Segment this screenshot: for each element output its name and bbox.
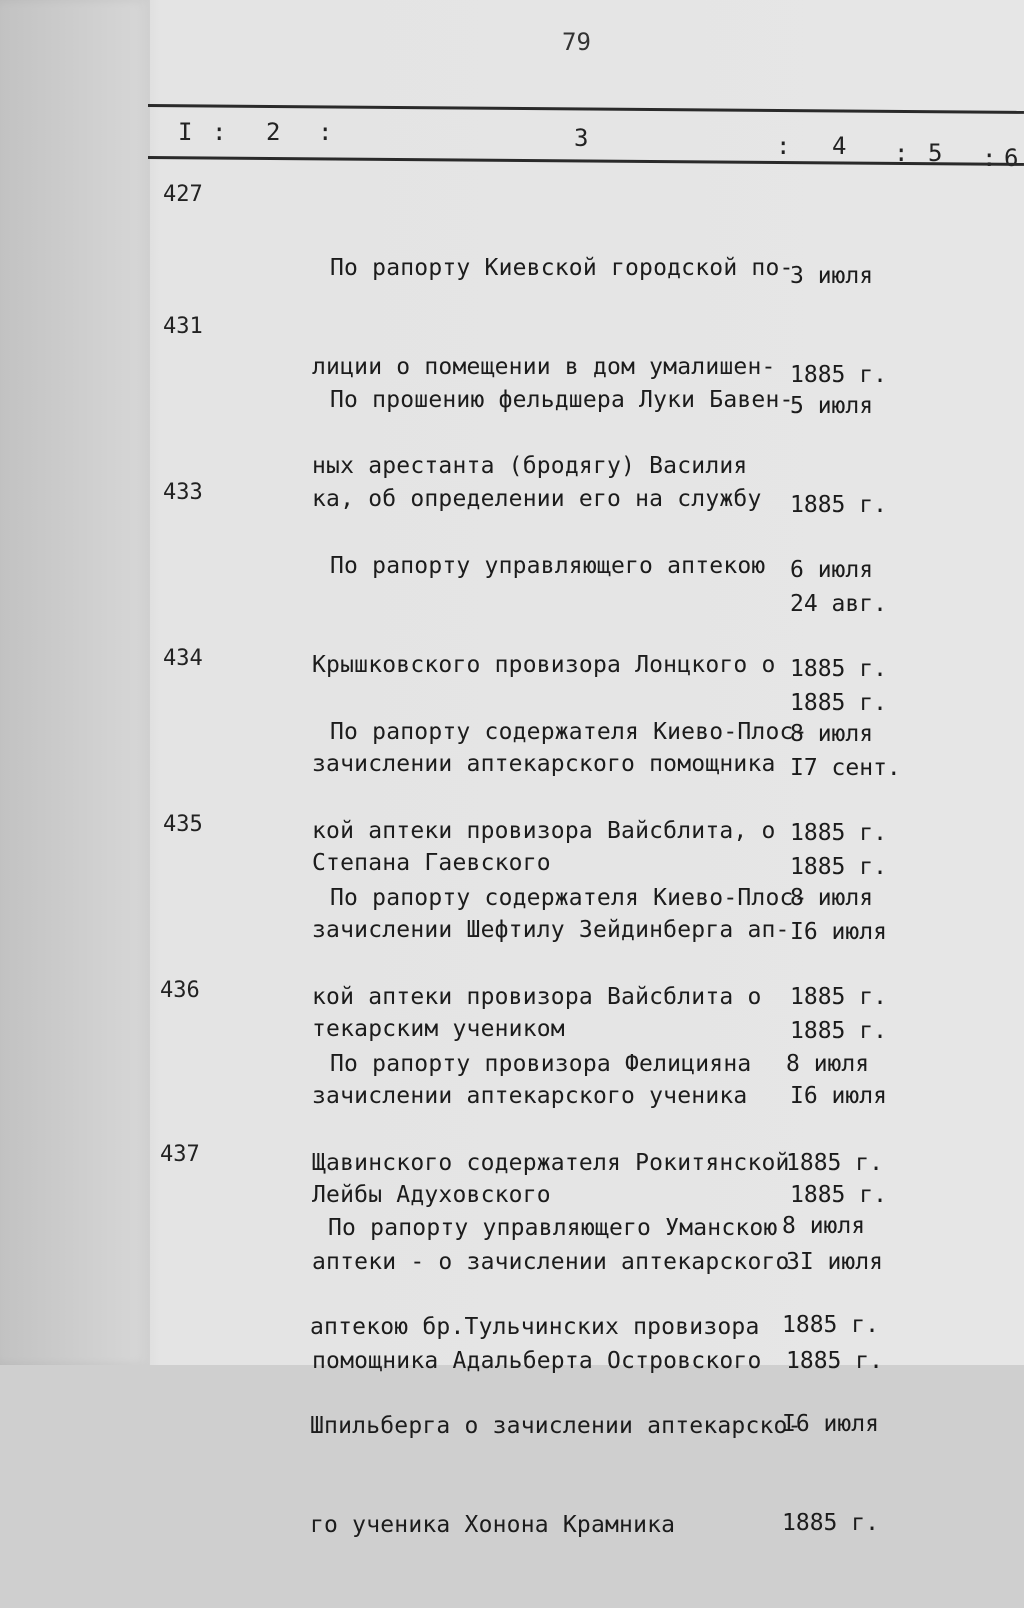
description-line: По рапорту содержателя Киево-Плос- [330, 719, 808, 745]
entry-number: 431 [163, 314, 203, 339]
date-line: 8 июля [790, 885, 874, 911]
description-line: По прошению фельдшера Луки Бавен- [330, 387, 794, 413]
date-line: 8 июля [782, 1213, 866, 1239]
description-line: зачислении аптекарского ученика [312, 1083, 748, 1109]
description-line: По рапорту содержателя Киево-Плос- [330, 885, 808, 911]
column-6-heading: 6 [1004, 144, 1019, 172]
date-line: I6 июля [790, 1083, 887, 1109]
description-line: аптекою бр.Тульчинских провизора [310, 1314, 760, 1340]
date-line: 8 июля [786, 1051, 870, 1077]
entry-description [310, 1146, 802, 1608]
description-line: По рапорту провизора Фелицияна [330, 1051, 752, 1077]
description-line: кой аптеки провизора Вайсблита, о [312, 818, 776, 844]
date-line: 8 июля [790, 721, 874, 747]
description-line: ка, об определении его на службу [312, 486, 762, 512]
column-separator: : [318, 118, 333, 146]
description-line: Степана Гаевского [312, 850, 551, 876]
date-line: 1885 г. [782, 1510, 879, 1536]
date-line: 3 июля [790, 263, 874, 289]
date-line: 1885 г. [790, 492, 887, 518]
date-line: 1885 г. [790, 362, 887, 388]
date-line: 6 июля [790, 557, 874, 583]
date-line: 3I июля [786, 1249, 883, 1275]
header-rule-top [148, 104, 1024, 114]
column-5-heading: 5 [928, 139, 943, 167]
column-separator: : [776, 132, 791, 160]
date-line: 1885 г. [782, 1312, 879, 1338]
date-line: 1885 г. [790, 1182, 887, 1208]
description-line: По рапорту Киевской городской по- [330, 255, 794, 281]
date-line: 1885 г. [790, 984, 887, 1010]
book-gutter [0, 0, 150, 1365]
description-line: текарским учеником [312, 1016, 565, 1042]
entry-number: 427 [163, 182, 203, 207]
date-line: 24 авг. [790, 591, 887, 617]
column-4-heading: 4 [832, 132, 847, 160]
date-line: I6 июля [782, 1411, 879, 1437]
entry-number: 434 [163, 646, 203, 671]
description-line: кой аптеки провизора Вайсблита о [312, 984, 762, 1010]
column-separator: : [894, 139, 909, 167]
description-line: Крышковского провизора Лонцкого о [312, 652, 776, 678]
date-line: 1885 г. [790, 820, 887, 846]
description-line: ных арестанта (бродягу) Василия [312, 453, 748, 479]
date-line: 1885 г. [790, 656, 887, 682]
description-line: По рапорту управляющего аптекою [330, 553, 766, 579]
description-line: аптеки - о зачислении аптекарского [312, 1249, 790, 1275]
entry-dates [782, 1144, 879, 1606]
date-line: I7 сент. [790, 755, 901, 781]
column-3-heading: 3 [574, 124, 589, 152]
column-1-heading: I [178, 118, 193, 146]
description-line: помощника Адальберта Островского [312, 1348, 762, 1374]
column-separator: : [982, 144, 997, 172]
description-line: зачислении Шефтилу Зейдинберга ап- [312, 917, 790, 943]
date-line: 1885 г. [790, 854, 887, 880]
entry-number: 435 [163, 812, 203, 837]
column-separator: : [212, 118, 227, 146]
description-line: зачислении аптекарского помощника [312, 751, 776, 777]
description-line: лиции о помещении в дом умалишен- [312, 354, 776, 380]
description-line: По рапорту управляющего Уманскою [328, 1215, 778, 1241]
header-rule-bottom [148, 156, 1024, 166]
description-line: Щавинского содержателя Рокитянской [312, 1150, 790, 1176]
date-line: 1885 г. [786, 1150, 883, 1176]
date-line: I6 июля [790, 919, 887, 945]
date-line: 1885 г. [786, 1348, 883, 1374]
page-number: 79 [562, 28, 591, 56]
date-line: 1885 г. [790, 1018, 887, 1044]
description-line: го ученика Хонона Крамника [310, 1512, 676, 1538]
description-line: Лейбы Адуховского [312, 1182, 551, 1208]
column-2-heading: 2 [266, 118, 281, 146]
entry-number: 437 [160, 1142, 200, 1167]
description-line: Шпильберга о зачислении аптекарско- [310, 1413, 802, 1439]
entry-number: 436 [160, 978, 200, 1003]
entry-number: 433 [163, 480, 203, 505]
date-line: 5 июля [790, 393, 874, 419]
date-line: 1885 г. [790, 690, 887, 716]
